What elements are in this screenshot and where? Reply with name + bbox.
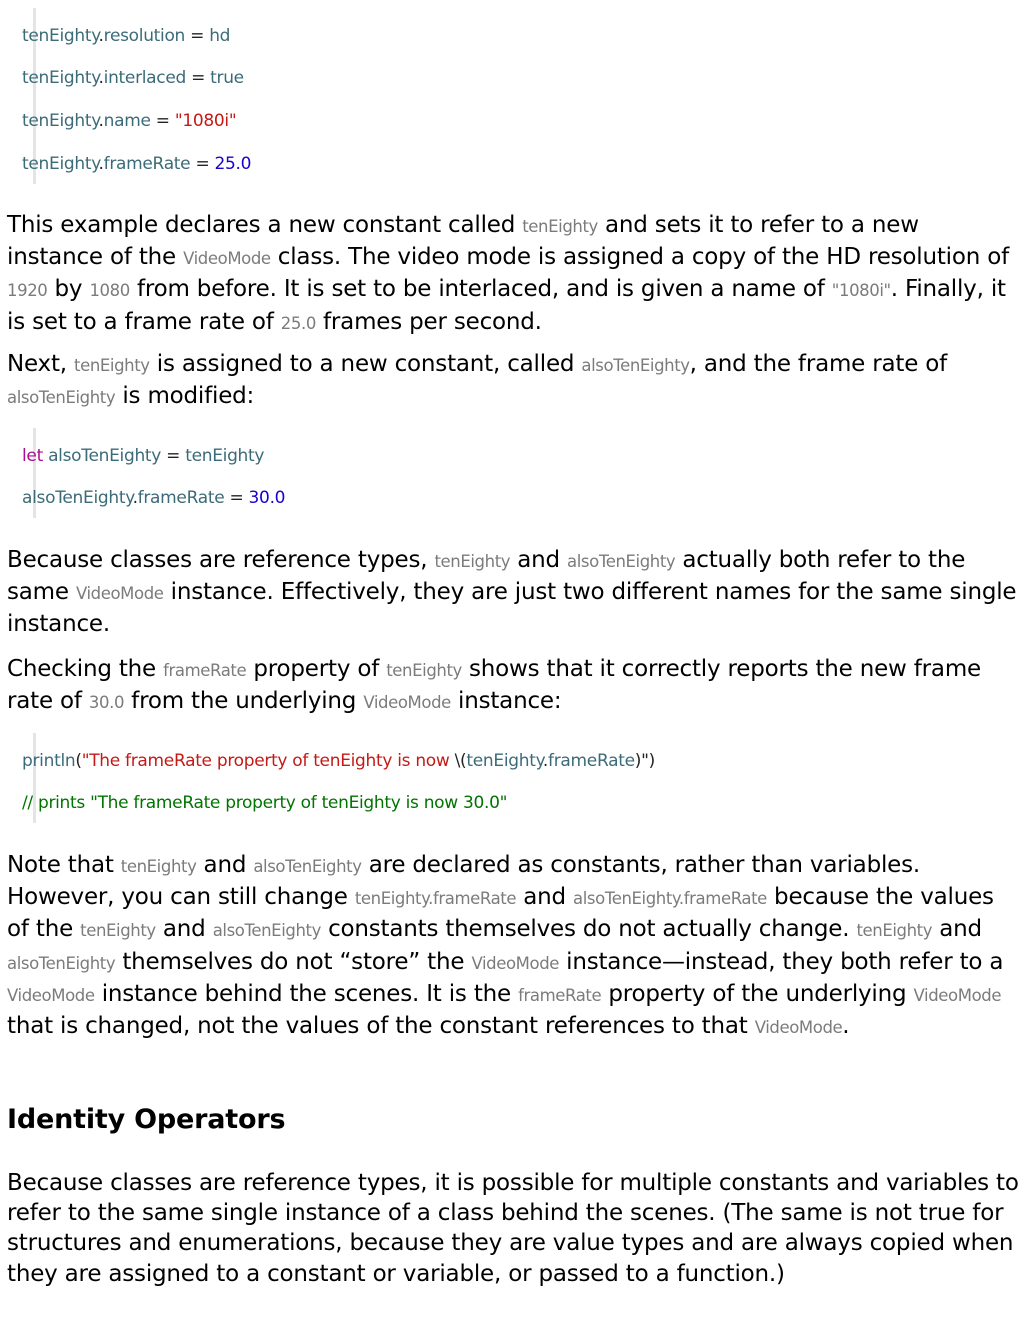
inline-code: VideoMode	[183, 249, 271, 269]
code-line	[22, 445, 264, 467]
text: Note that	[7, 852, 121, 878]
code-punctuation: )")	[634, 751, 655, 771]
inline-code: tenEighty	[434, 552, 511, 571]
inline-code: tenEighty	[856, 921, 933, 941]
code-line	[22, 750, 655, 772]
code-identifier: tenEighty	[22, 26, 99, 46]
code-punctuation: .	[98, 68, 104, 88]
text: property of the underlying	[601, 980, 914, 1007]
inline-code: "1080i"	[831, 281, 891, 301]
text: Next,	[7, 351, 75, 377]
inline-code: VideoMode	[7, 985, 95, 1005]
text: This example declares a new constant called	[7, 212, 523, 238]
code-punctuation: \(	[454, 751, 467, 771]
code-string: "The frameRate property of tenEighty is now	[81, 751, 455, 771]
inline-code: alsoTenEighty	[581, 356, 690, 375]
code-operator: =	[224, 488, 249, 508]
text: Because classes are reference types,	[7, 547, 435, 573]
code-line	[22, 67, 244, 89]
code-identifier: tenEighty	[22, 68, 99, 88]
inline-code: frameRate	[163, 661, 247, 680]
text: are declared as constants, rather than variables. However, you can still change	[7, 852, 921, 911]
inline-code: alsoTenEighty	[7, 388, 116, 408]
text: from the underlying	[124, 688, 364, 715]
inline-code: 1080	[89, 281, 130, 301]
code-block-1	[22, 8, 252, 184]
code-operator: =	[150, 111, 175, 131]
text: by	[47, 276, 90, 303]
paragraph-1	[7, 210, 1019, 339]
inline-code: VideoMode	[471, 953, 560, 973]
inline-code: alsoTenEighty.frameRate	[573, 889, 767, 909]
text: because the values of the	[7, 884, 994, 943]
text: class. The video mode is assigned a copy of the HD resolution of	[270, 244, 1010, 271]
code-identifier: tenEighty	[466, 751, 543, 771]
inline-code: 1920	[7, 281, 48, 301]
code-keyword: let	[22, 446, 43, 466]
paragraph-3	[7, 545, 1019, 640]
code-punctuation: (	[75, 751, 82, 771]
code-punctuation: .	[542, 751, 549, 771]
inline-code: alsoTenEighty	[212, 921, 321, 941]
inline-code: alsoTenEighty	[7, 953, 116, 973]
code-line	[22, 25, 230, 47]
code-identifier: tenEighty	[22, 154, 99, 174]
code-operator: =	[190, 154, 215, 174]
code-property: interlaced	[103, 68, 186, 88]
code-number: 30.0	[248, 488, 286, 508]
inline-code: alsoTenEighty	[567, 552, 676, 571]
text: shows that it correctly reports the new frame rate of	[7, 656, 981, 715]
code-property: frameRate	[548, 751, 635, 771]
text: property of	[246, 656, 387, 682]
code-operator: =	[186, 68, 211, 88]
code-line	[22, 792, 507, 814]
inline-code: tenEighty	[120, 857, 197, 876]
code-string: "1080i"	[174, 111, 237, 131]
code-operator: =	[185, 26, 210, 46]
code-operator: =	[161, 446, 186, 466]
text: constants themselves do not actually change.	[320, 916, 857, 943]
text: Checking the	[7, 656, 164, 682]
text: and sets it to refer to a new instance of the	[7, 212, 919, 271]
inline-code: tenEighty	[522, 217, 598, 236]
inline-code: alsoTenEighty	[253, 857, 362, 876]
inline-code: tenEighty	[386, 661, 462, 680]
text: instance—instead, they both refer to a	[559, 948, 1004, 975]
text: instance:	[450, 688, 562, 715]
inline-code: VideoMode	[363, 693, 451, 713]
code-property: frameRate	[103, 154, 191, 174]
text: instance. Effectively, they are just two different names for the same single instance.	[7, 579, 1017, 638]
paragraph-2	[7, 349, 1019, 413]
code-number: 25.0	[214, 154, 252, 174]
text: frames per second.	[315, 308, 542, 335]
text: , and the frame rate of	[689, 351, 948, 377]
code-identifier: alsoTenEighty	[22, 488, 133, 508]
section-heading: Identity Operators	[7, 1104, 286, 1135]
code-block-2	[22, 428, 286, 518]
text: .	[842, 1013, 850, 1040]
code-value: hd	[209, 26, 231, 46]
text: . Finally, it is set to a frame rate of	[7, 276, 1006, 335]
code-function: println	[22, 751, 76, 771]
inline-code: tenEighty	[80, 921, 156, 941]
code-property: name	[103, 111, 151, 131]
code-punctuation: .	[98, 111, 104, 131]
code-punctuation: .	[98, 154, 104, 174]
code-line	[22, 110, 236, 132]
code-block-3	[22, 733, 655, 823]
text: and	[516, 884, 574, 911]
code-punctuation: .	[98, 26, 104, 46]
text: and	[510, 547, 568, 573]
text: is modified:	[115, 383, 255, 410]
code-line	[22, 153, 251, 175]
inline-code: VideoMode	[754, 1018, 843, 1038]
text: is assigned to a new constant, called	[149, 351, 582, 377]
paragraph-5	[7, 850, 1019, 1043]
code-punctuation: .	[132, 488, 138, 508]
text: instance behind the scenes. It is the	[94, 980, 519, 1007]
code-identifier: alsoTenEighty	[48, 446, 162, 466]
inline-code: VideoMode	[913, 985, 1002, 1005]
code-property: resolution	[103, 26, 186, 46]
inline-code: VideoMode	[75, 584, 164, 604]
code-line	[22, 487, 285, 509]
paragraph-4	[7, 654, 1019, 718]
inline-code: 25.0	[280, 313, 316, 333]
text: from before. It is set to be interlaced, and is given a name of	[129, 276, 832, 303]
text: and	[155, 916, 213, 943]
inline-code: frameRate	[518, 985, 602, 1005]
inline-code: tenEighty	[74, 356, 150, 375]
paragraph-6: Because classes are reference types, it is possible for multiple constants and variables to refer to the same single instance of a class behind the scenes. (The same is not true for structures and enumerations, because they are value types and are always copied when they are assigned to a constant or variable, or passed to a function.)	[7, 1170, 1019, 1287]
text: and	[196, 852, 254, 878]
text: that is changed, not the values of the constant references to that	[7, 1013, 755, 1040]
text: and	[932, 916, 982, 943]
code-identifier: tenEighty	[185, 446, 265, 466]
inline-code: tenEighty.frameRate	[354, 889, 517, 909]
code-identifier: tenEighty	[22, 111, 99, 131]
inline-code: 30.0	[88, 693, 125, 713]
text: actually both refer to the same	[7, 547, 966, 606]
code-comment: // prints "The frameRate property of tenEighty is now 30.0"	[22, 793, 508, 813]
code-value: true	[210, 68, 244, 88]
text: themselves do not “store” the	[115, 948, 472, 975]
code-property: frameRate	[137, 488, 225, 508]
